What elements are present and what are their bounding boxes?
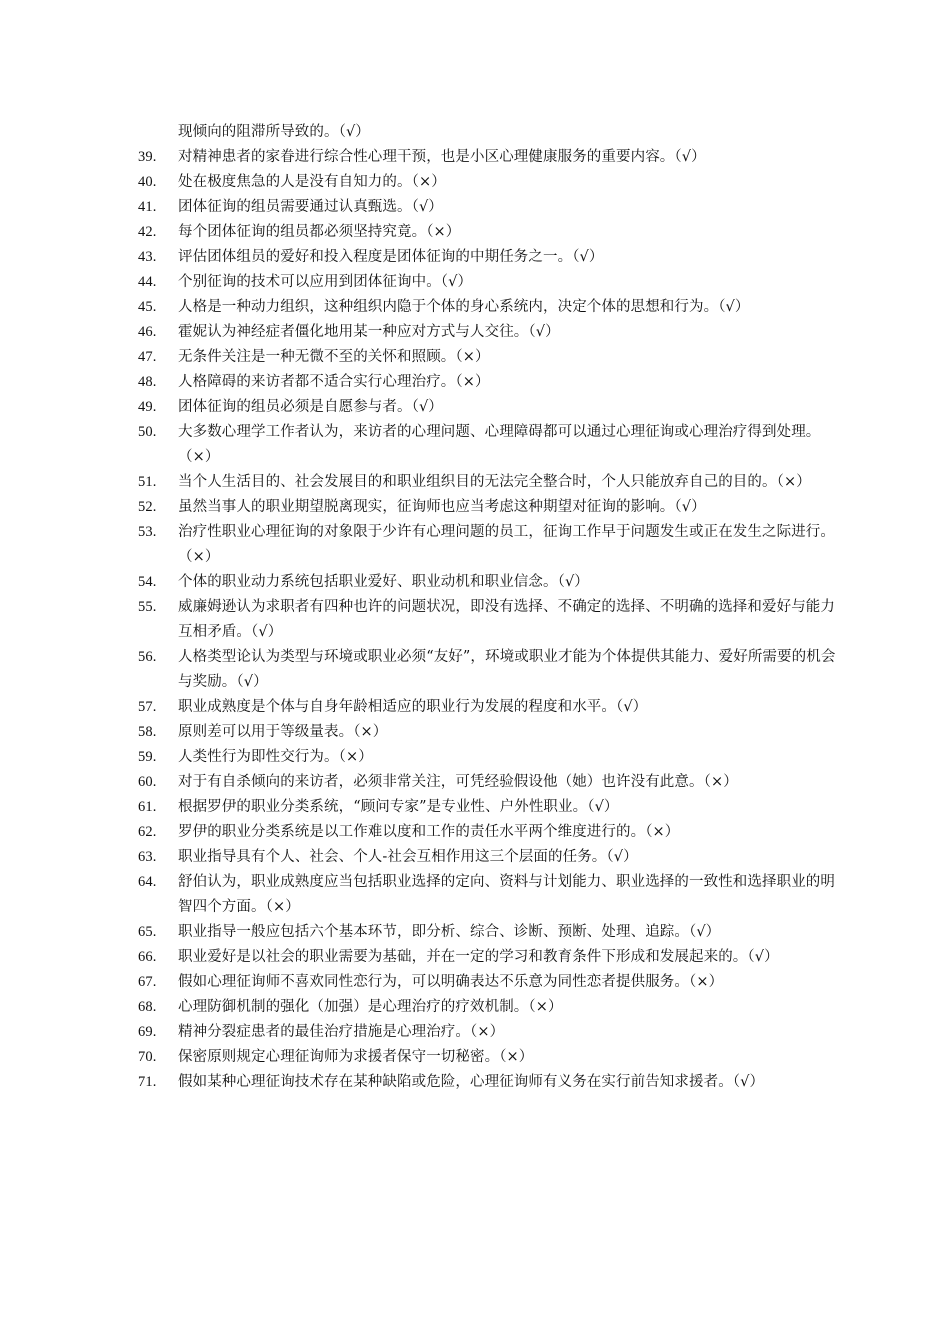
item-text: 人格障碍的来访者都不适合实行心理治疗。（×） [178, 374, 490, 390]
item-number: 62. [138, 824, 157, 840]
item-number: 66. [138, 949, 157, 965]
item-text: 团体征询的组员必须是自愿参与者。（√） [178, 399, 443, 415]
item-text: 团体征询的组员需要通过认真甄选。（√） [178, 199, 443, 215]
list-item [138, 395, 838, 420]
list-item [138, 195, 838, 220]
item-text: 现倾向的阻滞所导致的。（√） [178, 124, 370, 140]
item-text: 个体的职业动力系统包括职业爱好、职业动机和职业信念。（√） [178, 574, 589, 590]
list-item [138, 595, 838, 645]
item-number: 48. [138, 374, 157, 390]
item-number: 45. [138, 299, 157, 315]
list-item [138, 245, 838, 270]
list-item [138, 345, 838, 370]
list-item [138, 995, 838, 1020]
item-number: 49. [138, 399, 157, 415]
list-item [138, 870, 838, 920]
item-text: 保密原则规定心理征询师为求援者保守一切秘密。（×） [178, 1049, 534, 1065]
item-number: 59. [138, 749, 157, 765]
list-item [138, 145, 838, 170]
list-item [138, 170, 838, 195]
item-number: 53. [138, 524, 157, 540]
item-text: 假如心理征询师不喜欢同性恋行为，可以明确表达不乐意为同性恋者提供服务。（×） [178, 974, 724, 990]
list-item [138, 745, 838, 770]
item-number: 60. [138, 774, 157, 790]
item-number: 69. [138, 1024, 157, 1040]
list-item [138, 1070, 838, 1095]
question-list [138, 120, 838, 1095]
list-item [138, 320, 838, 345]
list-item [138, 520, 838, 570]
list-item [138, 945, 838, 970]
item-text: 当个人生活目的、社会发展目的和职业组织目的无法完全整合时，个人只能放弃自己的目的。（×） [178, 474, 811, 490]
item-text: 人格类型论认为类型与环境或职业必须“友好”，环境或职业才能为个体提供其能力、爱好所需要的机会与奖励。（√） [178, 649, 836, 690]
item-text: 罗伊的职业分类系统是以工作难以度和工作的责任水平两个维度进行的。（×） [178, 824, 680, 840]
list-item [138, 920, 838, 945]
item-number: 43. [138, 249, 157, 265]
item-number: 58. [138, 724, 157, 740]
item-number: 67. [138, 974, 157, 990]
item-text: 每个团体征询的组员都必须坚持究竟。（×） [178, 224, 461, 240]
item-text: 人格是一种动力组织，这种组织内隐于个体的身心系统内，决定个体的思想和行为。（√） [178, 299, 750, 315]
list-item [138, 495, 838, 520]
item-text: 假如某种心理征询技术存在某种缺陷或危险，心理征询师有义务在实行前告知求援者。（√） [178, 1074, 765, 1090]
list-item [138, 270, 838, 295]
list-item [138, 845, 838, 870]
item-number: 54. [138, 574, 157, 590]
item-number: 61. [138, 799, 157, 815]
item-text: 处在极度焦急的人是没有自知力的。（×） [178, 174, 446, 190]
item-text: 评估团体组员的爱好和投入程度是团体征询的中期任务之一。（√） [178, 249, 604, 265]
item-number: 52. [138, 499, 157, 515]
item-number: 41. [138, 199, 157, 215]
item-number: 70. [138, 1049, 157, 1065]
item-number: 71. [138, 1074, 157, 1090]
list-item [138, 1020, 838, 1045]
item-number: 68. [138, 999, 157, 1015]
list-item [138, 570, 838, 595]
item-number: 65. [138, 924, 157, 940]
item-text: 对于有自杀倾向的来访者，必须非常关注，可凭经验假设他（她）也许没有此意。（×） [178, 774, 738, 790]
item-number: 50. [138, 424, 157, 440]
list-item [138, 795, 838, 820]
list-item [138, 820, 838, 845]
list-item [138, 970, 838, 995]
list-item [138, 370, 838, 395]
list-item [138, 295, 838, 320]
item-text: 职业指导一般应包括六个基本环节，即分析、综合、诊断、预断、处理、追踪。（√） [178, 924, 721, 940]
item-text: 无条件关注是一种无微不至的关怀和照顾。（×） [178, 349, 490, 365]
item-text: 职业成熟度是个体与自身年龄相适应的职业行为发展的程度和水平。（√） [178, 699, 648, 715]
item-text: 职业指导具有个人、社会、个人-社会互相作用这三个层面的任务。（√） [178, 849, 638, 865]
item-number: 40. [138, 174, 157, 190]
item-text: 霍妮认为神经症者僵化地用某一种应对方式与人交往。（√） [178, 324, 560, 340]
list-item [138, 470, 838, 495]
item-text: 原则差可以用于等级量表。（×） [178, 724, 388, 740]
item-text: 根据罗伊的职业分类系统，“顾问专家”是专业性、户外性职业。（√） [178, 799, 619, 815]
item-number: 56. [138, 649, 157, 665]
list-item [138, 770, 838, 795]
item-text: 大多数心理学工作者认为，来访者的心理问题、心理障碍都可以通过心理征询或心理治疗得到处理。（×） [178, 424, 821, 465]
item-text: 舒伯认为，职业成熟度应当包括职业选择的定向、资料与计划能力、职业选择的一致性和选择职业的明智四个方面。（×） [178, 874, 835, 915]
item-number: 63. [138, 849, 157, 865]
item-number: 46. [138, 324, 157, 340]
item-number: 47. [138, 349, 157, 365]
list-item [138, 120, 838, 145]
item-text: 治疗性职业心理征询的对象限于少许有心理问题的员工，征询工作早于问题发生或正在发生之际进行。（×） [178, 524, 835, 565]
item-number: 64. [138, 874, 157, 890]
list-item [138, 220, 838, 245]
list-item [138, 420, 838, 470]
list-item [138, 645, 838, 695]
item-text: 个别征询的技术可以应用到团体征询中。（√） [178, 274, 473, 290]
item-text: 人类性行为即性交行为。（×） [178, 749, 373, 765]
list-item [138, 1045, 838, 1070]
item-text: 心理防御机制的强化（加强）是心理治疗的疗效机制。（×） [178, 999, 563, 1015]
item-text: 职业爱好是以社会的职业需要为基础，并在一定的学习和教育条件下形成和发展起来的。（√） [178, 949, 779, 965]
list-item [138, 720, 838, 745]
item-number: 44. [138, 274, 157, 290]
item-number: 57. [138, 699, 157, 715]
list-item [138, 695, 838, 720]
item-number: 51. [138, 474, 157, 490]
item-number: 42. [138, 224, 157, 240]
item-text: 精神分裂症患者的最佳治疗措施是心理治疗。（×） [178, 1024, 505, 1040]
item-text: 威廉姆逊认为求职者有四种也许的问题状况，即没有选择、不确定的选择、不明确的选择和爱好与能力互相矛盾。（√） [178, 599, 835, 640]
item-text: 对精神患者的家眷进行综合性心理干预，也是小区心理健康服务的重要内容。（√） [178, 149, 706, 165]
item-text: 虽然当事人的职业期望脱离现实，征询师也应当考虑这种期望对征询的影响。（√） [178, 499, 706, 515]
item-number: 55. [138, 599, 157, 615]
item-number: 39. [138, 149, 157, 165]
